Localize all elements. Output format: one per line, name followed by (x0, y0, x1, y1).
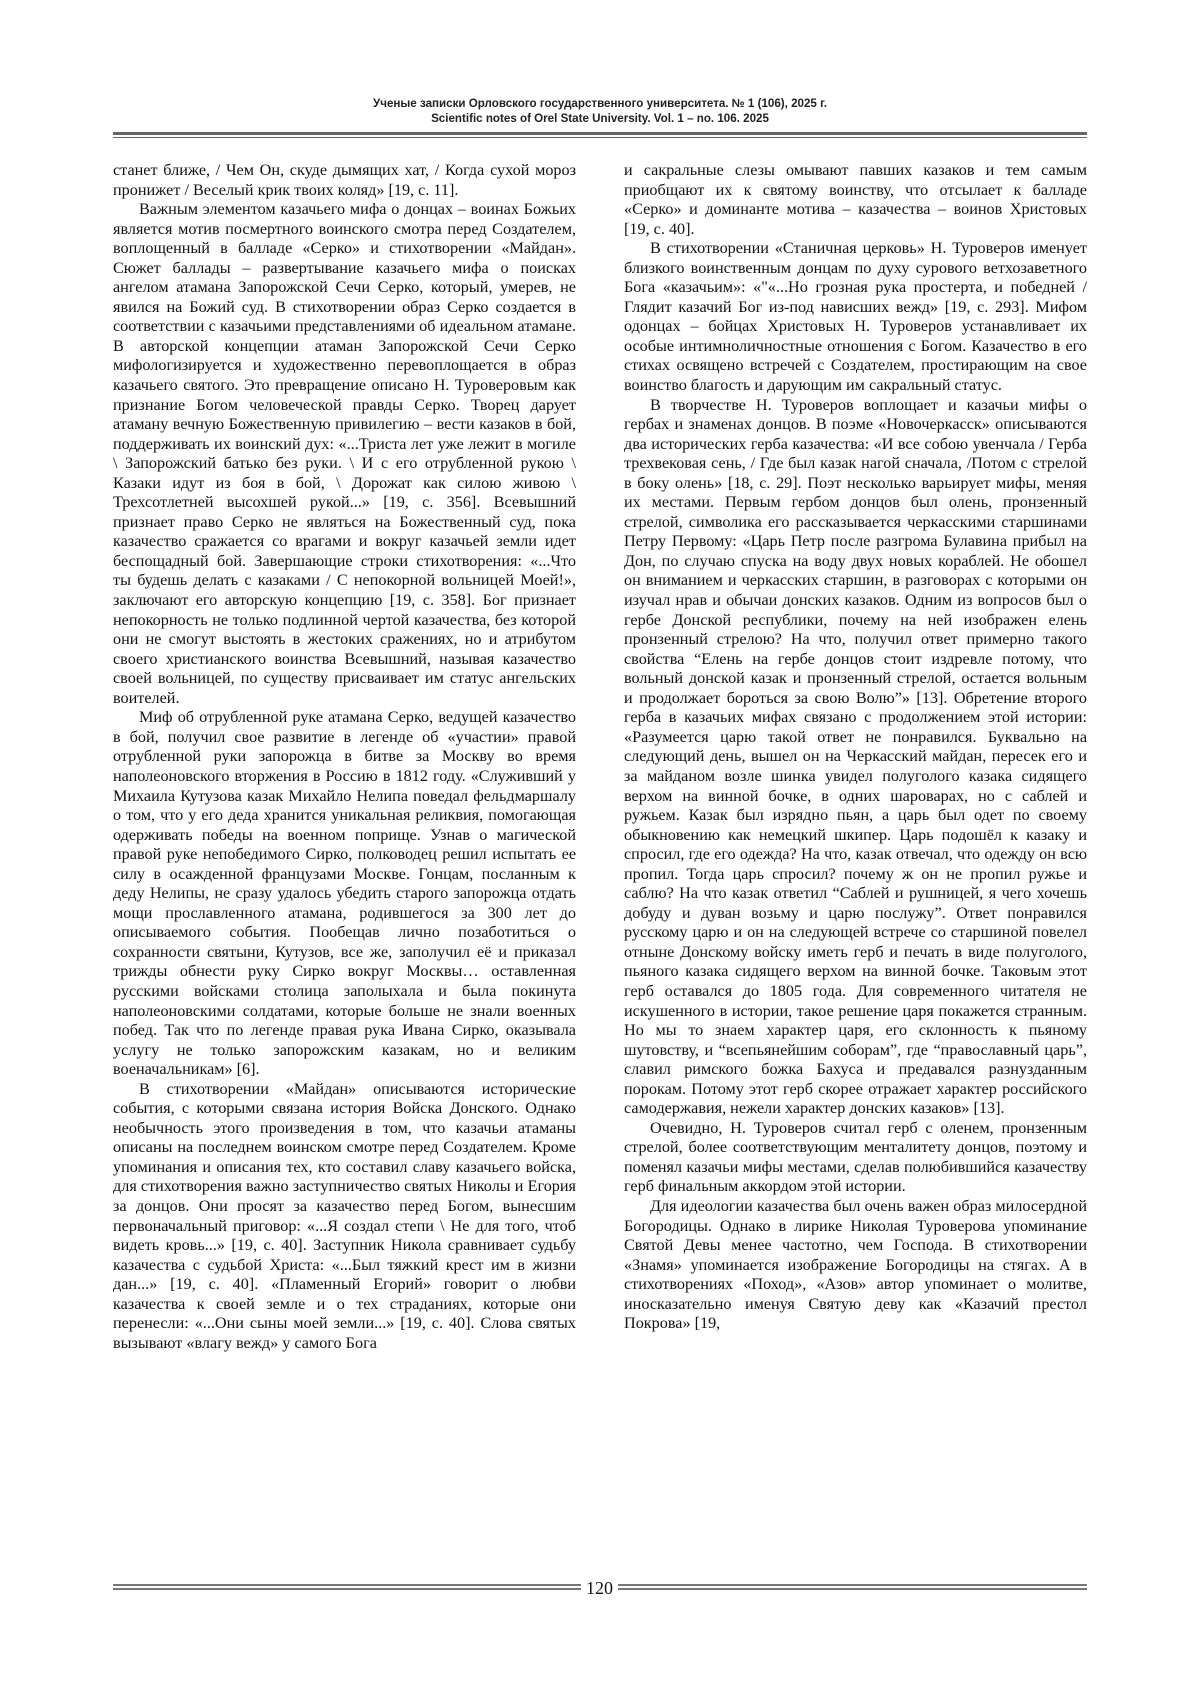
paragraph: Очевидно, Н. Туроверов считал герб с оленем, пронзенным стрелой, более соответствующим менталитету донцов, поэтому и поменял казачьи мифы местами, сделав полюбившийся казачеству герб финальным аккордом этой истории. (624, 1118, 1087, 1196)
paragraph: Миф об отрубленной руке атамана Серко, ведущей казачество в бой, получил свое развитие в легенде об «участии» правой отрубленной руки запорожца в битве за Москву во время наполеоновского вторжения в Россию в 1812 году. «Служивший у Михаила Кутузова казак Михайло Нелипа поведал фельдмаршалу о том, что у его деда хранится уникальная реликвия, помогающая одерживать победы на военном поприще. Узнав о магической правой руке непобедимого Сирко, полководец решил испытать ее силу в осажденной французами Москве. Гонцам, посланным к деду Нелипы, не сразу удалось убедить старого запорожца отдать мощи прославленного атамана, родившегося за 300 лет до описываемого события. Пообещав лично позаботиться о сохранности святыни, Кутузов, все же, заполучил её и приказал трижды обнести руку Сирко вокруг Москвы… оставленная русскими войсками столица заполыхала и была покинута наполеоновскими солдатами, которые больше не знали военных побед. Так что по легенде правая рука Ивана Сирко, оказывала услугу не только запорожским казакам, но и великим военачальникам» [6]. (113, 708, 576, 1079)
footer-rule-right (618, 1584, 1087, 1594)
paragraph: В стихотворении «Станичная церковь» Н. Туроверов именует близкого воинственным донцам по духу сурового ветхозаветного Бога «казачьим»: «"«...Но грозная рука простерта, и победней / Глядит казачий Бог из-под нависших вежд» [19, с. 293]. Мифом одонцах – бойцах Христовых Н. Туроверов устанавливает их особые интимноличностные отношения с Богом. Казачество в его стихах освящено встречей с Создателем, простирающим на свое воинство благость и дарующим им сакральный статус. (624, 239, 1087, 395)
header-rule-thick (113, 132, 1087, 135)
paragraph: Для идеологии казачества был очень важен образ милосердной Богородицы. Однако в лирике Николая Туроверова упоминание Святой Девы менее частотно, чем Господа. В стихотворении «Знамя» упоминается изображение Богородицы на стягах. А в стихотворениях «Поход», «Азов» автор упоминает о молитве, иносказательно именуя Святую деву как «Казачий престол Покрова» [19, (624, 1196, 1087, 1333)
paragraph: Важным элементом казачьего мифа о донцах – воинах Божьих является мотив посмертного воинского смотра перед Создателем, воплощенный в балладе «Серко» и стихотворении «Майдан». Сюжет баллады – развертывание казачьего мифа о поисках ангелом атамана Запорожской Сечи Серко, который, умерев, не явился на Божий суд. В стихотворении образ Серко создается в соответствии с казачьими представлениями об идеальном атамане. В авторской концепции атаман Запорожской Сечи Серко мифологизируется и художественно перевоплощается в образ казачьего святого. Это превращение описано Н. Туроверовым как признание Богом человеческой правды Серко. Творец дарует атаману вечную Божественную привилегию – вести казаков в бой, поддерживать их воинский дух: «...Триста лет уже лежит в могиле \ Запорожский батько без руки. \ И с его отрубленной рукою \ Казаки идут из боя в бой, \ Дорожат как силою живою \ Трехсотлетней высохшей рукой...» [19, с. 356]. Всевышний признает право Серко не являться на Божественный суд, пока казачество сражается со врагами и вокруг казачьей земли идет беспощадный бой. Завершающие строки стихотворения: «...Что ты будешь делать с казаками / С непокорной вольницей Моей!», заключают его авторскую концепцию [19, с. 358]. Бог признает непокорность не только подлинной чертой казачества, без которой они не смогут выстоять в жестоких сражениях, но и атрибутом своего христианского воинства Всевышний, называя казачество своей вольницей, по существу присваивает им статус ангельских воителей. (113, 200, 576, 707)
header-rule-thin (113, 137, 1087, 138)
left-column (113, 161, 576, 1353)
journal-header-ru: Ученые записки Орловского государственного университета. № 1 (106), 2025 г. (373, 97, 827, 110)
paragraph: В стихотворении «Майдан» описываются исторические события, с которыми связана история Войска Донского. Однако необычность этого произведения в том, что казачьи атаманы описаны на последнем воинском смотре перед Создателем. Кроме упоминания и описания тех, кто составил славу казачьего войска, для стихотворения важно заступничество святых Николы и Егория за донцов. Они просят за казачество перед Богом, вынесшим первоначальный приговор: «...Я создал степи \ Не для того, чтоб видеть кровь...» [19, с. 40]. Заступник Никола сравнивает судьбу казачества с судьбой Христа: «...Был тяжкий крест им в жизни дан...» [19, с. 40]. «Пламенный Егорий» говорит о любви казачества к своей земле и о тех страданиях, которые они перенесли: «...Они сыны моей земли...» [19, с. 40]. Слова святых вызывают «влагу вежд» у самого Бога (113, 1079, 576, 1352)
right-column (624, 161, 1087, 1334)
paragraph: и сакральные слезы омывают павших казаков и тем самым приобщают их к святому воинству, что отсылает к балладе «Серко» и доминанте мотива – казачества – воинов Христовых [19, с. 40]. (624, 161, 1087, 238)
paragraph: В творчестве Н. Туроверов воплощает и казачьи мифы о гербах и знаменах донцов. В поэме «Новочеркасск» описываются два исторических герба казачества: «И все собою увенчала / Герба трехвековая сень, / Где был казак нагой сначала, /Потом с стрелой в боку олень» [18, с. 29]. Поэт несколько варьирует мифы, меняя их местами. Первым гербом донцов был олень, пронзенный стрелой, символика его рассказывается черкасскими старшинами Петру Первому: «Царь Петр после разгрома Булавина прибыл на Дон, по случаю спуска на воду двух новых кораблей. Не обошел он вниманием и черкасских старшин, в разговорах с которыми он изучал нрав и обычаи донских казаков. Одним из вопросов был о гербе Донской республики, почему на ней изображен елень пронзенный стрелою? На что, получил ответ примерно такого свойства “Елень на гербе донцов стоит издревле потому, что вольный донской казак и пронзенный стрелой, остается вольным и продолжает бороться за свою Волю”» [13]. Обретение второго герба в казачьих мифах связано с продолжением этой истории: «Разумеется царю такой ответ не понравился. Буквально на следующий день, вышел он на Черкасский майдан, пересек его и за майданом возле шинка увидел полуголого казака сидящего верхом на винной бочке, в одних шароварах, но с саблей и ружьем. Казак был изрядно пьян, а царь был одет по своему обыкновению как немецкий шкипер. Царь подошёл к казаку и спросил, где его одежда? На что, казак отвечал, что одежду он всю пропил. Тогда царь спросил? почему ж он не пропил ружье и саблю? На что казак ответил “Саблей и рушницей, я чего хочешь добуду и дуван возьму и царю послужу”. Ответ понравился русскому царю и он на следующей встрече со старшиной повелел отныне Донскому войску иметь герб и печать в виде полуголого, пьяного казака сидящего верхом на винной бочке. Таковым этот герб оставался до 1805 года. Для современного читателя не искушенного в истории, такое решение царя покажется странным. Но мы то знаем характер царя, его склонность к пьяному шутовству, и “всепьянейшим соборам”, где “православный царь”, славил римского божка Бахуса и предавался разнузданным порокам. Потому этот герб скорее отражает характер российского самодержавия, нежели характер донских казаков» [13]. (624, 395, 1087, 1118)
journal-header (113, 96, 1087, 126)
paragraph: станет ближе, / Чем Он, скуде дымящих хат, / Когда сухой мороз пронижет / Веселый крик твоих коляд» [19, с. 11]. (113, 161, 576, 199)
journal-header-en: Scientific notes of Orel State University. Vol. 1 – no. 106. 2025 (431, 112, 769, 125)
footer-rule-left (113, 1584, 581, 1594)
page-number: 120 (586, 1578, 613, 1598)
